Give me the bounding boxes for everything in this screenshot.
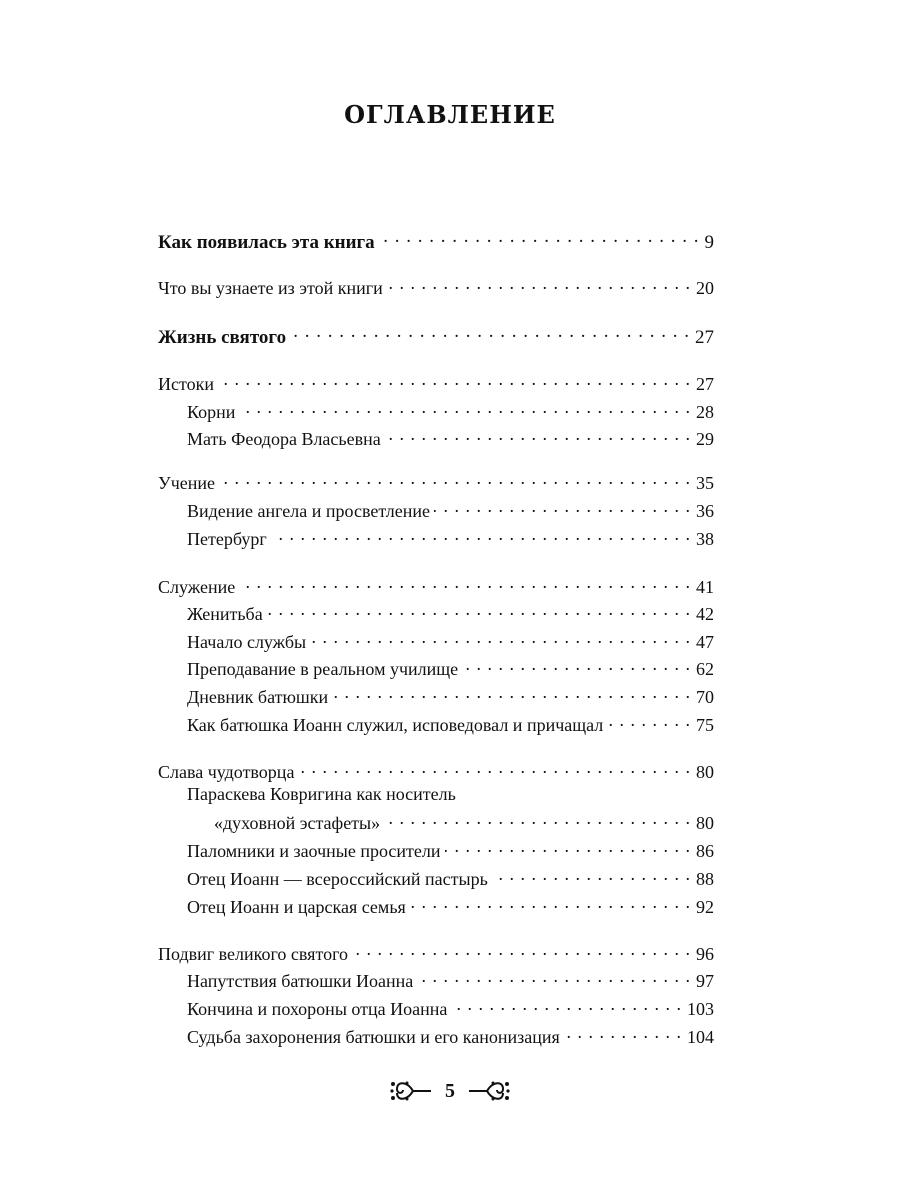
dot-leader [219, 467, 691, 489]
dot-leader [218, 368, 691, 390]
toc-subentry-title-line1[interactable]: Параскева Ковригина как носитель [187, 784, 456, 804]
toc-entry-page: 41 [696, 577, 714, 597]
toc-entry[interactable] [158, 756, 714, 783]
toc-subentry[interactable] [187, 709, 714, 736]
toc-entry[interactable] [158, 321, 714, 349]
toc-entry-page: 88 [696, 869, 714, 889]
toc-entry-page: 80 [696, 813, 714, 833]
toc-entry-page: 70 [696, 687, 714, 707]
dot-leader [462, 653, 691, 675]
toc-entry-page: 86 [696, 841, 714, 861]
toc-entry-page: 36 [696, 501, 714, 521]
dot-leader [352, 938, 691, 960]
toc-entry-title: Корни [187, 402, 236, 422]
dot-leader [607, 709, 691, 731]
toc-entry-title: Что вы узнаете из этой книги [158, 278, 383, 298]
toc-entry-page: 28 [696, 402, 714, 422]
toc-entry[interactable] [158, 938, 714, 965]
toc-entry-title: Отец Иоанн и царская семья [187, 897, 406, 917]
toc-subentry[interactable] [214, 807, 714, 834]
toc-entry-page: 75 [696, 715, 714, 735]
toc-subentry[interactable] [187, 835, 714, 862]
dot-leader [379, 226, 700, 248]
toc-entry-title: Как появилась эта книга [158, 232, 375, 253]
toc-entry-page: 97 [696, 971, 714, 991]
toc-subentry[interactable] [187, 626, 714, 653]
toc-entry-page: 35 [696, 473, 714, 493]
toc-entry-title: Истоки [158, 374, 214, 394]
toc-entry[interactable] [158, 226, 714, 254]
toc-entry-page: 80 [696, 762, 714, 782]
page-footer [0, 1078, 900, 1104]
toc-entry-title: Отец Иоанн — всероссийский пастырь [187, 869, 488, 889]
toc-entry-title: Служение [158, 577, 236, 597]
toc-entry-page: 27 [695, 327, 714, 348]
toc-entry-page: 92 [696, 897, 714, 917]
toc-entry-page: 29 [696, 429, 714, 449]
dot-leader [384, 807, 691, 829]
toc-entry[interactable] [158, 571, 714, 598]
toc-entry[interactable] [158, 368, 714, 395]
toc-entry[interactable] [158, 467, 714, 494]
toc-entry-title: «духовной эстафеты» [214, 813, 381, 833]
toc-subentry[interactable] [187, 863, 714, 890]
toc-entry-page: 103 [687, 999, 714, 1019]
toc-subentry[interactable] [187, 495, 714, 522]
dot-leader [385, 423, 691, 445]
toc-entry[interactable] [158, 272, 714, 299]
dot-leader [267, 598, 691, 620]
dot-leader [239, 396, 691, 418]
toc-subentry[interactable] [187, 891, 714, 918]
toc-subentry[interactable] [187, 523, 714, 550]
toc-entry-title: Видение ангела и просветление [187, 501, 430, 521]
dot-leader [239, 571, 691, 593]
toc-entry-page: 62 [696, 659, 714, 679]
dot-leader [298, 756, 691, 778]
toc-entry-page: 38 [696, 529, 714, 549]
dot-leader [290, 321, 690, 343]
ornament-right-icon [467, 1078, 511, 1104]
dot-leader [410, 891, 691, 913]
dot-leader [332, 681, 691, 703]
toc-entry-page: 27 [696, 374, 714, 394]
toc-subentry[interactable] [187, 993, 714, 1020]
toc-entry-title: Преподавание в реальном училище [187, 659, 459, 679]
page-title: ОГЛАВЛЕНИЕ [344, 100, 556, 129]
dot-leader [445, 835, 691, 857]
dot-leader [417, 965, 691, 987]
dot-leader [310, 626, 691, 648]
toc-subentry[interactable] [187, 396, 714, 423]
dot-leader [451, 993, 682, 1015]
toc-entry-title: Учение [158, 473, 216, 493]
toc-entry-title: Петербург [187, 529, 267, 549]
toc-entry-title: Судьба захоронения батюшки и его канонизация [187, 1027, 560, 1047]
toc-subentry[interactable] [187, 1021, 714, 1048]
dot-leader [434, 495, 691, 517]
ornament-left-icon [389, 1078, 433, 1104]
toc-entry-title: Жизнь святого [158, 327, 287, 348]
toc-entry-page: 42 [696, 604, 714, 624]
toc-entry-page: 20 [696, 278, 714, 298]
toc-entry-page: 9 [704, 232, 714, 253]
toc-entry-title: Подвиг великого святого [158, 944, 349, 964]
dot-leader [564, 1021, 682, 1043]
page-number: 5 [445, 1079, 455, 1102]
toc-entry-title: Кончина и похороны отца Иоанна [187, 999, 448, 1019]
toc-subentry[interactable] [187, 423, 714, 450]
toc-entry-title: Слава чудотворца [158, 762, 295, 782]
toc-entry-page: 104 [687, 1027, 714, 1047]
toc-subentry[interactable] [187, 681, 714, 708]
toc-entry-title: Мать Феодора Власьевна [187, 429, 381, 449]
dot-leader [271, 523, 691, 545]
toc-entry-title: Женитьба [187, 604, 263, 624]
toc-entry-page: 96 [696, 944, 714, 964]
toc-entry-title: Паломники и заочные просители [187, 841, 441, 861]
toc-entry-title: Начало службы [187, 632, 307, 652]
toc-entry-title: Дневник батюшки [187, 687, 329, 707]
toc-entry-page: 47 [696, 632, 714, 652]
toc-entry-title: Как батюшка Иоанн служил, исповедовал и причащал [187, 715, 604, 735]
toc-entry-title: Напутствия батюшки Иоанна [187, 971, 414, 991]
dot-leader [387, 272, 691, 294]
toc-subentry[interactable] [187, 653, 714, 680]
toc-subentry[interactable] [187, 598, 714, 625]
toc-subentry[interactable] [187, 965, 714, 992]
dot-leader [492, 863, 691, 885]
